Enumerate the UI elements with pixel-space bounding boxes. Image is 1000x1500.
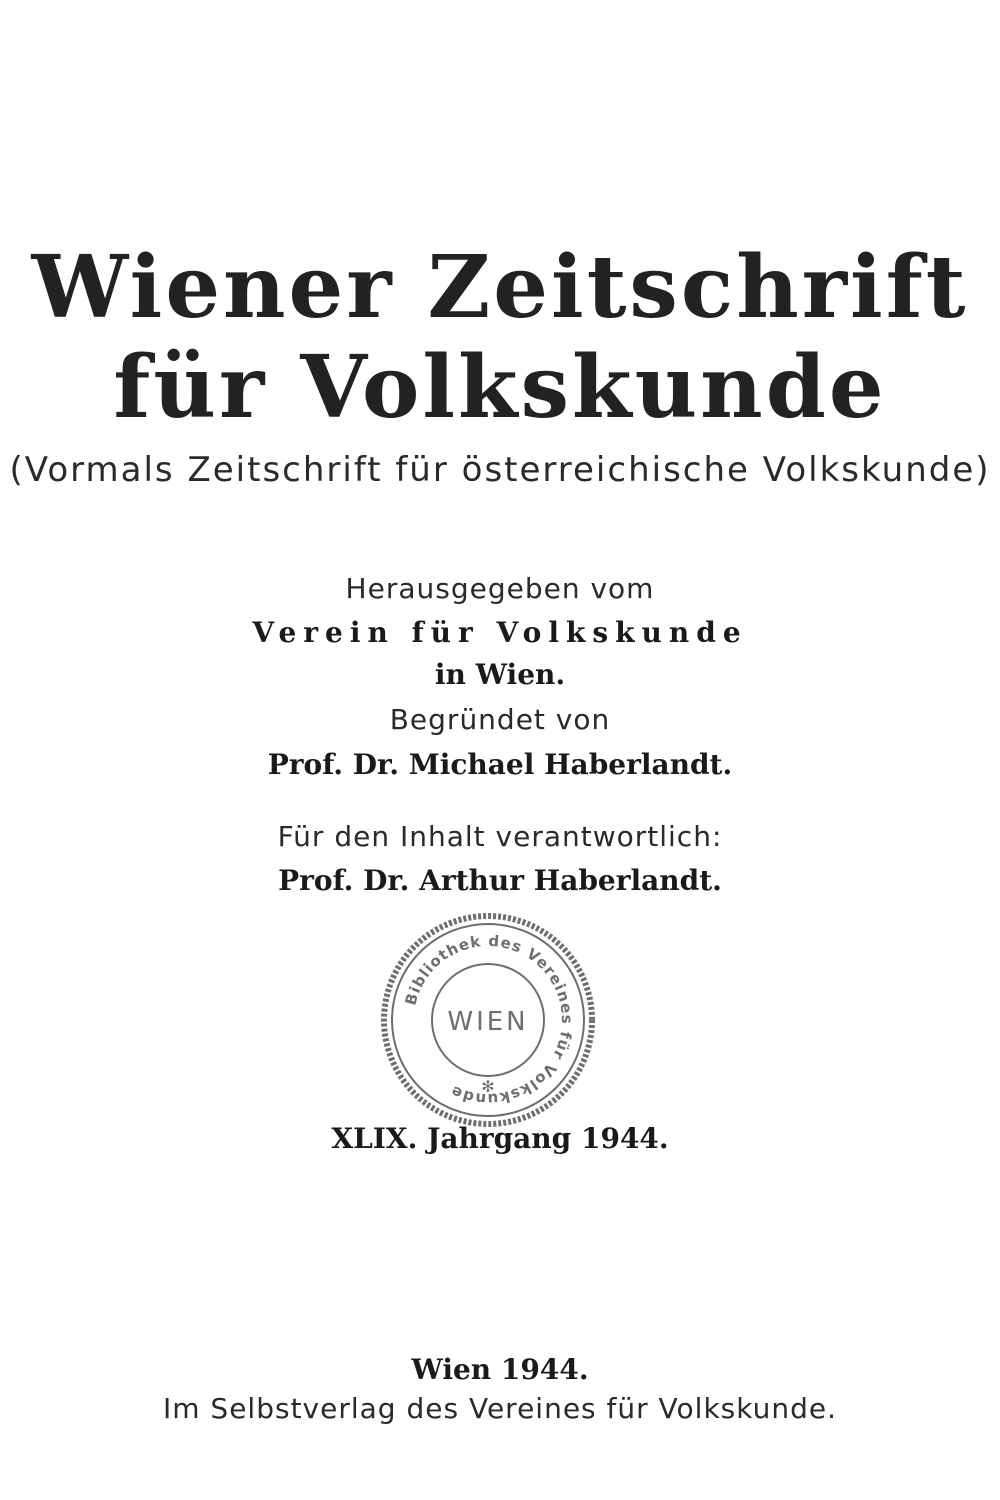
founder-name: Prof. Dr. Michael Haberlandt. [267,748,733,781]
volume-year: XLIX. Jahrgang 1944. [331,1122,669,1155]
publisher-place: in Wien. [434,658,566,691]
library-stamp [378,910,598,1130]
stamp-ring-text: Bibliothek des Vereines für Volkskunde [401,931,577,1109]
editor-name: Prof. Dr. Arthur Haberlandt. [278,864,722,897]
imprint-place-year: Wien 1944. [411,1353,589,1386]
imprint-publisher: Im Selbstverlag des Vereines für Volkskunde. [163,1392,837,1425]
publisher-name: Verein für Volkskunde [252,616,748,649]
former-title: (Vormals Zeitschrift für österreichische Volkskunde) [9,450,991,490]
publisher-intro: Herausgegeben vom [345,572,655,605]
journal-title-line-1: Wiener Zeitschrift [31,237,969,338]
journal-title-line-2: für Volkskunde [113,337,887,438]
stamp-center-text: WIEN [447,1007,529,1037]
founder-intro: Begründet von [389,703,611,736]
editor-intro: Für den Inhalt verantwortlich: [277,820,723,853]
stamp-star-icon: ✻ [481,1077,495,1096]
